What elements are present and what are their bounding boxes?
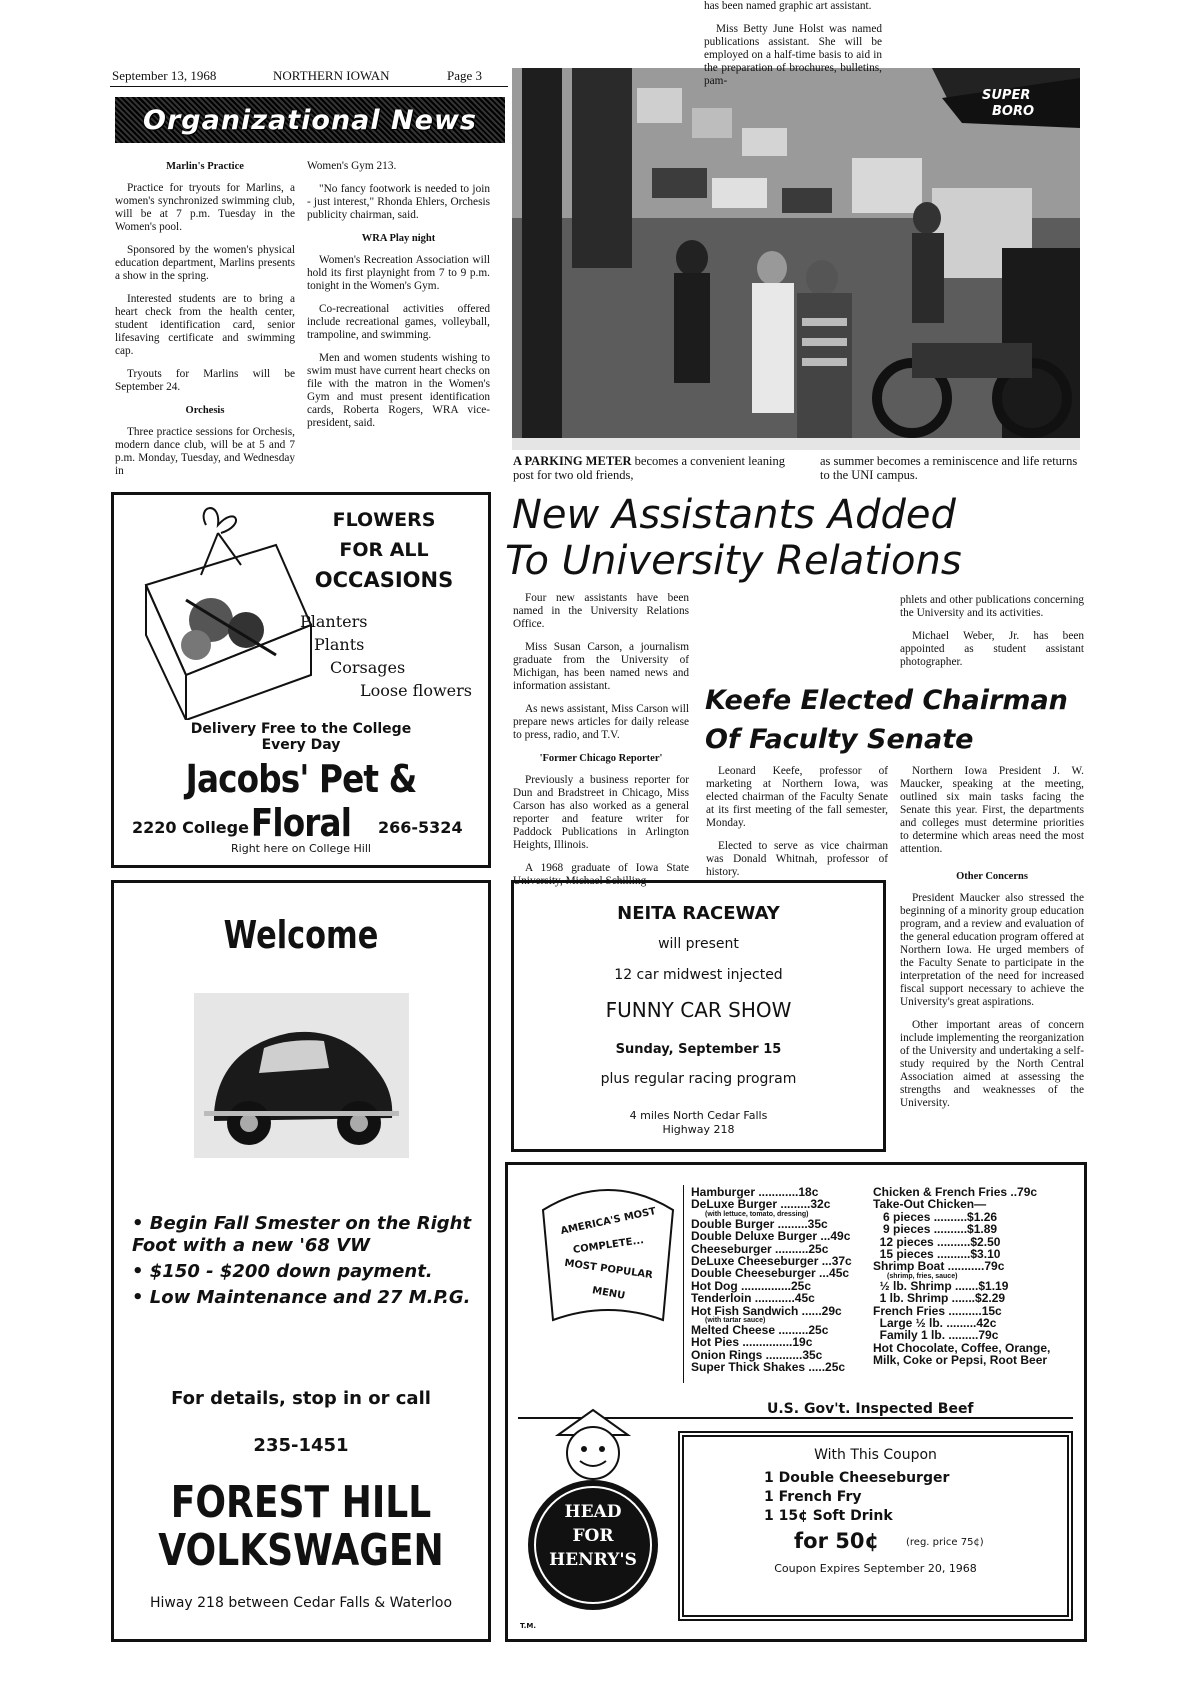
keefe-col-1: [706, 765, 888, 889]
paragraph: Tryouts for Marlins will be September 24.: [115, 368, 295, 393]
florist-headline: [304, 505, 464, 595]
vw-beetle-icon: [194, 993, 409, 1158]
paragraph: Sponsored by the women's physical education department, Marlins presents a show in the spring.: [115, 244, 295, 282]
caption-text: becomes a convenient leaning post for two old friends,: [513, 454, 785, 482]
dealer-line: VOLKSWAGEN: [158, 1525, 444, 1576]
delivery-note: [114, 721, 488, 753]
paragraph: Michael Weber, Jr. has been appointed as student assistant photographer.: [900, 630, 1084, 668]
ur-col-2: [704, 0, 882, 98]
menu-item: Hot Pies ...............19c: [691, 1335, 813, 1350]
coupon-box[interactable]: [678, 1431, 1073, 1621]
paragraph: Leonard Keefe, professor of marketing at Northern Iowa, was elected chairman of the Faculty Senate at its first meeting of the fall semester, Monday.: [706, 765, 888, 829]
ur-col-3: [900, 594, 1084, 679]
section-heading: Other Concerns: [956, 871, 1028, 882]
org-news-title: Organizational News: [143, 104, 477, 136]
paragraph: Miss Betty June Holst was named publications assistant. She will be employed on a half-time basis to aid in the preparation of brochures, bulletins, pam-: [704, 23, 882, 87]
florist-item: Loose flowers: [360, 681, 472, 700]
coupon-expiry: Coupon Expires September 20, 1968: [774, 1562, 977, 1575]
menu-item: Double Burger .........35c: [691, 1216, 828, 1231]
menu-item: Double Cheeseburger ...45c: [691, 1266, 850, 1281]
section-heading: WRA Play night: [361, 233, 436, 244]
menu-item: Double Deluxe Burger ...49c: [691, 1229, 851, 1244]
raceway-line: 4 miles North Cedar Falls: [629, 1109, 768, 1122]
paragraph: Four new assistants have been named in the University Relations Office.: [513, 592, 689, 630]
menu-item: Hamburger ............18c: [691, 1185, 819, 1199]
flower-box-icon: [126, 505, 326, 720]
florist-item: Corsages: [330, 658, 406, 677]
paragraph: Women's Recreation Association will hold its first playnight from 7 to 9 p.m. tonight in the Women's Gym.: [307, 254, 490, 292]
menu-item: (shrimp, fries, sauce): [887, 1272, 958, 1280]
page-number: Page 3: [447, 68, 483, 83]
slogan-line: MENU: [591, 1285, 626, 1302]
coupon-price: for 50¢: [794, 1529, 880, 1553]
menu-item: ½ lb. Shrimp .......$1.19: [873, 1278, 1009, 1293]
coupon-line: 1 French Fry: [764, 1489, 862, 1505]
menu-right-column: [873, 1186, 1068, 1367]
trademark-mark: T.M.: [520, 1622, 536, 1630]
menu-item: Super Thick Shakes .....25c: [691, 1360, 846, 1375]
menu-item: Chicken & French Fries ..79c: [873, 1185, 1038, 1199]
photo-sign-text-2: BORO: [992, 104, 1035, 119]
org-news-col-2: [307, 160, 490, 440]
vw-address: Hiway 218 between Cedar Falls & Waterloo: [149, 1595, 453, 1611]
florist-ad: [111, 492, 491, 868]
menu-item: DeLuxe Burger .........32c: [691, 1197, 831, 1212]
menu-item: (with lettuce, tomato, dressing): [705, 1210, 809, 1218]
paragraph: Miss Susan Carson, a journalism graduate from the University of Michigan, has been named news and information assistant.: [513, 641, 689, 692]
bullet-text: Begin Fall Smester on the Right Foot with a new '68 VW: [132, 1213, 472, 1256]
keefe-headline-1: Keefe Elected Chairman: [705, 685, 1068, 716]
headline-line: FLOWERS: [332, 509, 436, 531]
paragraph: Elected to serve as vice chairman was Donald Whitnah, professor of history.: [706, 840, 888, 878]
paragraph: Women's Gym 213.: [307, 160, 397, 172]
keefe-col-2: [900, 765, 1084, 1120]
florist-address: 2220 College: [132, 818, 249, 837]
raceway-name: NEITA RACEWAY: [617, 903, 780, 924]
florist-item: Planters: [300, 612, 368, 631]
menu-item: 15 pieces ..........$3.10: [873, 1247, 1001, 1262]
paragraph: A 1968 graduate of Iowa State University, Michael Schilling: [513, 862, 689, 887]
paragraph: As news assistant, Miss Carson will prepare news articles for daily release to press, radio, and T.V.: [513, 703, 689, 741]
menu-item: Melted Cheese .........25c: [691, 1323, 829, 1338]
raceway-line: 12 car midwest injected: [614, 967, 783, 983]
headline-line: OCCASIONS: [314, 568, 454, 592]
paragraph: Northern Iowa President J. W. Maucker, speaking at the meeting, outlined six main tasks facing the Senate this year. First, the departments and colleges must determine priorities to determine which areas need the most attention.: [900, 765, 1084, 855]
menu-item: Shrimp Boat ...........79c: [873, 1259, 1005, 1274]
caption-lead: A PARKING METER: [513, 454, 632, 468]
section-heading: Marlin's Practice: [166, 161, 244, 172]
paragraph: "No fancy footwork is needed to join - just interest," Rhonda Ehlers, Orchesis publicity chairman, said.: [307, 183, 490, 221]
henrys-logo-text: [538, 1500, 648, 1572]
ur-headline-2: To University Relations: [505, 538, 962, 584]
menu-item: Hot Chocolate, Coffee, Orange,: [873, 1340, 1051, 1355]
paragraph: Previously a business reporter for Dun and Bradstreet in Chicago, Miss Carson has also worked as a general reporter and feature writer for Paddock Publications in Arlington Heights, Illinois.: [513, 774, 689, 851]
slogan-text: [546, 1206, 671, 1306]
menu-item: 9 pieces ..........$1.89: [873, 1222, 998, 1237]
paragraph: has been named graphic art assistant.: [704, 0, 872, 12]
delivery-line: Delivery Free to the College: [190, 721, 412, 737]
slogan-line: AMERICA'S MOST: [559, 1206, 658, 1238]
paragraph: Practice for tryouts for Marlins, a women's synchronized swimming club, will be at 7 p.m. Tuesday in the Women's pool.: [115, 182, 295, 233]
bullet-text: $150 - $200 down payment.: [149, 1261, 433, 1282]
vw-bullet-2: • $150 - $200 down payment.: [132, 1261, 433, 1282]
coupon-line: 1 Double Cheeseburger: [764, 1470, 950, 1486]
menu-item: 6 pieces ..........$1.26: [873, 1209, 998, 1224]
ur-col-1: [513, 592, 689, 898]
coupon-line: 1 15¢ Soft Drink: [764, 1508, 893, 1524]
vw-phone: 235-1451: [253, 1435, 349, 1456]
menu-item: Family 1 lb. .........79c: [873, 1328, 999, 1343]
florist-name: Jacobs' Pet & Floral: [185, 757, 417, 845]
section-heading: Orchesis: [185, 405, 225, 416]
ur-headline-1: New Assistants Added: [512, 492, 956, 538]
photo-sign-text-1: SUPER: [982, 88, 1031, 103]
coupon-reg-price: (reg. price 75¢): [906, 1537, 984, 1548]
menu-item: French Fries ..........15c: [873, 1303, 1002, 1318]
menu-item: Onion Rings ...........35c: [691, 1347, 823, 1362]
menu-item: Hot Dog ...............25c: [691, 1278, 812, 1293]
logo-line: HENRY'S: [549, 1550, 637, 1570]
paper-name: NORTHERN IOWAN: [273, 68, 390, 83]
vw-title: Welcome: [223, 913, 379, 957]
logo-line: HEAD: [564, 1502, 622, 1522]
paragraph: phlets and other publications concerning the University and its activities.: [900, 594, 1084, 619]
vw-bullet-3: • Low Maintenance and 27 M.P.G.: [132, 1287, 471, 1308]
campus-photo: [512, 68, 1080, 450]
inspected-beef: U.S. Gov't. Inspected Beef: [763, 1401, 978, 1417]
org-news-banner: [115, 97, 505, 143]
menu-item: (with tartar sauce): [705, 1317, 766, 1325]
paragraph: Three practice sessions for Orchesis, modern dance club, will be at 5 and 7 p.m. Monday, Tuesday, and Wednesday in: [115, 426, 295, 477]
menu-divider: [683, 1185, 684, 1383]
menu-item: 12 pieces ..........$2.50: [873, 1234, 1001, 1249]
raceway-show: FUNNY CAR SHOW: [605, 998, 792, 1022]
raceway-ad: [511, 880, 886, 1152]
menu-item: Large ½ lb. .........42c: [873, 1316, 997, 1331]
vw-ad: [111, 880, 491, 1642]
slogan-line: COMPLETE...: [572, 1235, 645, 1256]
photo-caption-left: [513, 454, 785, 482]
vw-details: For details, stop in or call: [171, 1388, 431, 1409]
menu-item: Milk, Coke or Pepsi, Root Beer: [873, 1353, 1048, 1368]
menu-item: Tenderloin ............45c: [691, 1291, 815, 1306]
florist-item: Plants: [314, 635, 365, 654]
raceway-line: will present: [658, 936, 739, 952]
raceway-line: Highway 218: [662, 1123, 735, 1136]
campus-photo-art: [512, 68, 1080, 450]
florist-tagline: Right here on College Hill: [231, 842, 371, 855]
paragraph: Other important areas of concern include implementing the reorganization of the University and undertaking a self-study required by the North Central Association aimed at assessing the strengths and weaknesses of the University.: [900, 1019, 1084, 1109]
menu-item: 1 lb. Shrimp .......$2.29: [873, 1291, 1006, 1306]
keefe-headline-2: Of Faculty Senate: [705, 724, 974, 755]
coupon-line: With This Coupon: [814, 1447, 937, 1463]
menu-item: Take-Out Chicken—: [873, 1197, 987, 1212]
masthead-rule: [110, 86, 508, 87]
dealer-line: FOREST HILL: [170, 1477, 432, 1528]
menu-item: DeLuxe Cheeseburger ...37c: [691, 1254, 852, 1269]
florist-phone: 266-5324: [378, 818, 463, 837]
paragraph: Men and women students wishing to swim must have current heart checks on file with the matron in the Women's Gym and must present identification cards, Roberta Rogers, WRA vice-president, said.: [307, 352, 490, 429]
paragraph: Interested students are to bring a heart check from the health center, student identification card, senior lifesaving certificate and swimming cap.: [115, 293, 295, 357]
raceway-date: Sunday, September 15: [615, 1042, 782, 1057]
paragraph: Co-recreational activities offered include recreational games, volleyball, trampoline, and swimming.: [307, 303, 490, 341]
slogan-line: MOST POPULAR: [563, 1257, 654, 1282]
raceway-line: plus regular racing program: [600, 1071, 797, 1087]
menu-item: Cheeseburger ..........25c: [691, 1241, 829, 1256]
issue-date: September 13, 1968: [112, 68, 217, 83]
vw-bullet-1: • Begin Fall Smester on the Right Foot with a new '68 VW: [132, 1213, 472, 1256]
logo-line: FOR: [572, 1526, 614, 1546]
menu-item: Hot Fish Sandwich ......29c: [691, 1303, 842, 1318]
vw-dealer-name: [148, 1479, 455, 1575]
org-news-col-1: [115, 160, 295, 488]
menu-left-column: [691, 1186, 871, 1374]
bullet-text: Low Maintenance and 27 M.P.G.: [149, 1287, 471, 1308]
delivery-line: Every Day: [261, 737, 341, 753]
section-heading: 'Former Chicago Reporter': [539, 753, 663, 764]
headline-line: FOR ALL: [339, 539, 429, 561]
henrys-ad: [505, 1162, 1087, 1642]
paragraph: President Maucker also stressed the beginning of a minority group education program, and a review and evaluation of the general education program offered at Northern Iowa. He urged members of the Faculty Senate to participate in the interpretation of the need for increased fiscal support necessary to achieve the University's great aspirations.: [900, 892, 1084, 1008]
photo-caption-right: as summer becomes a reminiscence and life returns to the UNI campus.: [820, 454, 1078, 482]
